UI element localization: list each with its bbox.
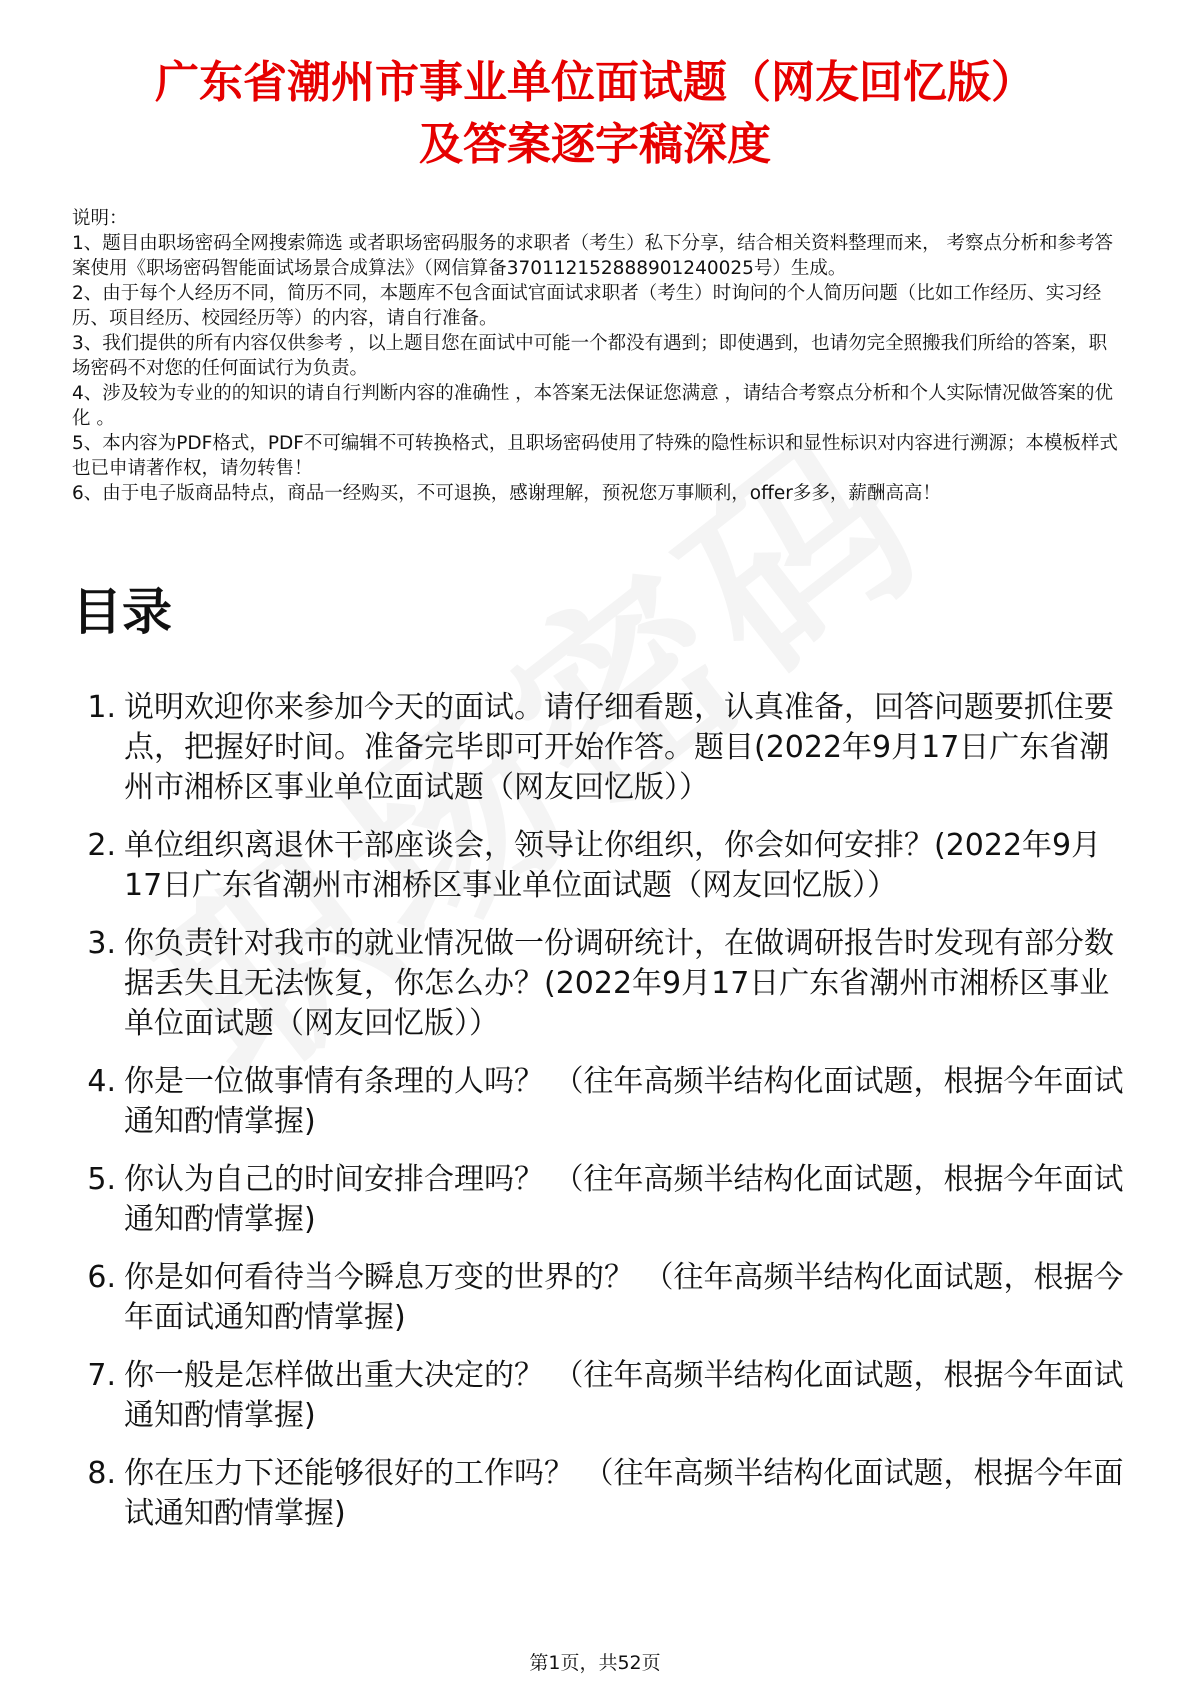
toc-item-number: 6. [87, 1260, 116, 1295]
toc-item-text: 你是一位做事情有条理的人吗？ （往年高频半结构化面试题，根据今年面试通知酌情掌握) [124, 1064, 1124, 1139]
toc-item-number: 8. [87, 1456, 116, 1491]
toc-item-number: 5. [87, 1162, 116, 1197]
toc-item[interactable] [72, 826, 1132, 906]
toc-heading: 目录 [72, 583, 172, 641]
toc-item-number: 3. [87, 926, 116, 961]
toc-item[interactable] [72, 1454, 1132, 1534]
note-item: 3、我们提供的所有内容仅供参考 ，以上题目您在面试中可能一个都没有遇到；即使遇到，也请勿完全照搬我们所给的答案，职场密码不对您的任何面试行为负责。 [72, 333, 1108, 379]
toc-item-number: 7. [87, 1358, 116, 1393]
toc-item[interactable] [72, 1356, 1132, 1436]
toc-item[interactable] [72, 1160, 1132, 1240]
toc-item-number: 2. [87, 828, 116, 863]
toc-item-text: 你负责针对我市的就业情况做一份调研统计，在做调研报告时发现有部分数据丢失且无法恢复，你怎么办？(2022年9月17日广东省潮州市湘桥区事业单位面试题（网友回忆版）） [124, 926, 1114, 1041]
toc-item-text: 说明欢迎你来参加今天的面试。请仔细看题，认真准备，回答问题要抓住要点，把握好时间。准备完毕即可开始作答。题目(2022年9月17日广东省潮州市湘桥区事业单位面试题（网友回忆版）） [124, 690, 1114, 805]
toc-item[interactable] [72, 924, 1132, 1044]
toc-item-text: 你一般是怎样做出重大决定的？ （往年高频半结构化面试题，根据今年面试通知酌情掌握) [124, 1358, 1124, 1433]
toc-item[interactable] [72, 688, 1132, 808]
page-footer: 第1页，共52页 [529, 1652, 661, 1674]
toc-item[interactable] [72, 1062, 1132, 1142]
toc-item[interactable] [72, 1258, 1132, 1338]
title-line-1: 广东省潮州市事业单位面试题（网友回忆版） [155, 57, 1035, 108]
notes-heading: 说明： [72, 208, 128, 229]
document-title [40, 52, 1150, 176]
toc-item-text: 单位组织离退休干部座谈会，领导让你组织，你会如何安排？(2022年9月17日广东省潮州市湘桥区事业单位面试题（网友回忆版）） [124, 828, 1102, 903]
toc-item-text: 你是如何看待当今瞬息万变的世界的？ （往年高频半结构化面试题，根据今年面试通知酌情掌握) [124, 1260, 1124, 1335]
note-item: 5、本内容为PDF格式，PDF不可编辑不可转换格式，且职场密码使用了特殊的隐性标识和显性标识对内容进行溯源；本模板样式也已申请著作权，请勿转售！ [72, 433, 1118, 479]
note-item: 2、由于每个人经历不同，简历不同，本题库不包含面试官面试求职者（考生）时询问的个人简历问题（比如工作经历、实习经历、项目经历、校园经历等）的内容，请自行准备。 [72, 283, 1102, 329]
table-of-contents [72, 688, 1132, 1552]
toc-item-number: 1. [87, 690, 116, 725]
toc-item-text: 你在压力下还能够很好的工作吗？ （往年高频半结构化面试题，根据今年面试通知酌情掌握) [124, 1456, 1124, 1531]
notes-section [72, 206, 1122, 506]
toc-item-number: 4. [87, 1064, 116, 1099]
title-line-2: 及答案逐字稿深度 [419, 119, 771, 170]
toc-item-text: 你认为自己的时间安排合理吗？ （往年高频半结构化面试题，根据今年面试通知酌情掌握) [124, 1162, 1124, 1237]
note-item: 6、由于电子版商品特点，商品一经购买，不可退换，感谢理解，预祝您万事顺利，offer多多，薪酬高高！ [72, 483, 941, 504]
note-item: 4、涉及较为专业的的知识的请自行判断内容的准确性 ，本答案无法保证您满意 ，请结合考察点分析和个人实际情况做答案的优化 。 [72, 383, 1114, 429]
note-item: 1、题目由职场密码全网搜索筛选 或者职场密码服务的求职者（考生）私下分享，结合相关资料整理而来， 考察点分析和参考答案使用《职场密码智能面试场景合成算法》（网信算备370112152888901240025号）生成。 [72, 233, 1114, 279]
